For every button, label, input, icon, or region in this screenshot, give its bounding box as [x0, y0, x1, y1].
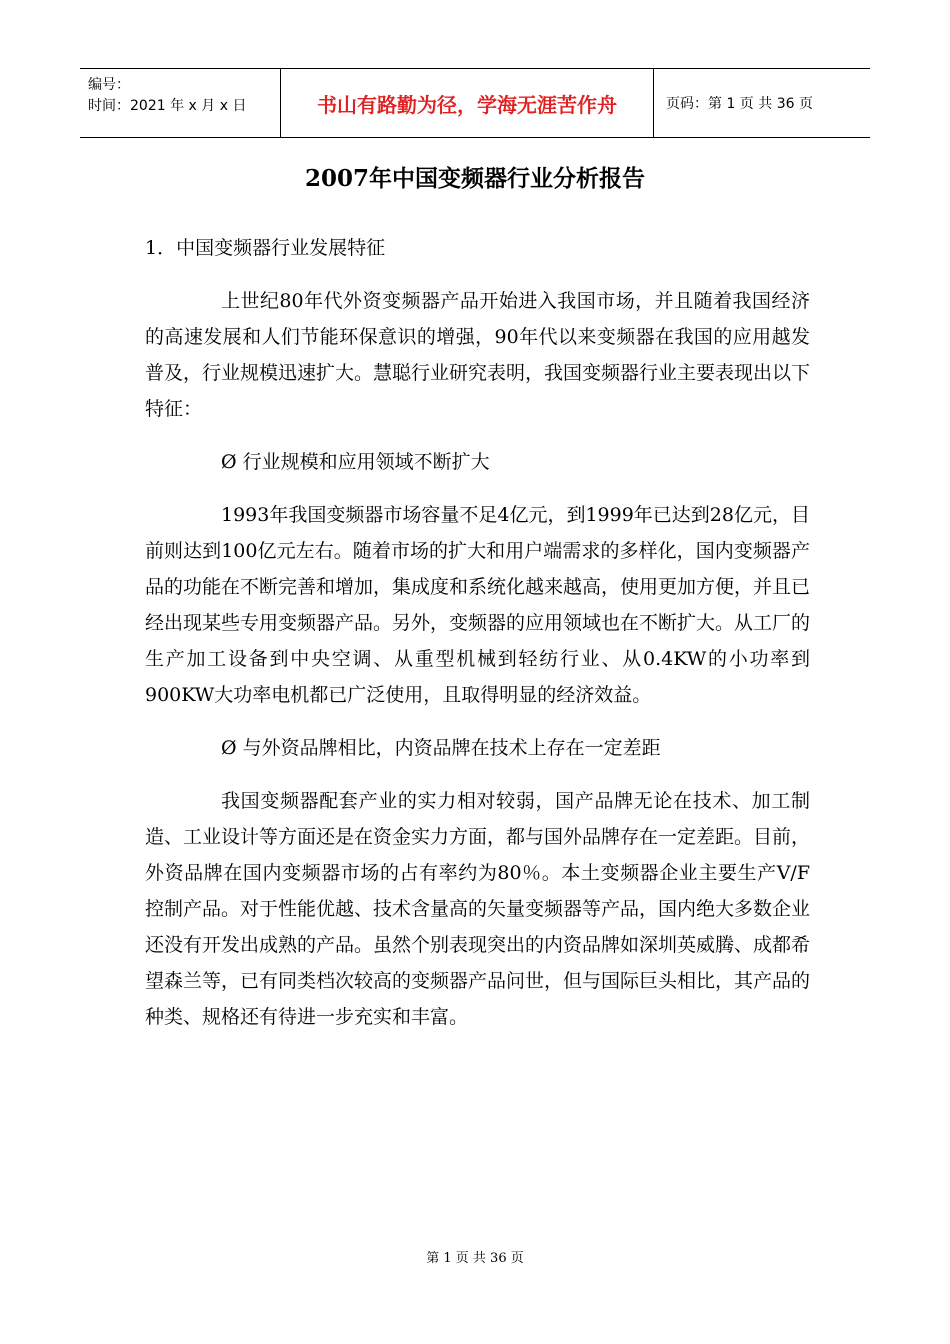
paragraph: 上世纪80年代外资变频器产品开始进入我国市场，并且随着我国经济的高速发展和人们节能环保意识的增强，90年代以来变频器在我国的应用越发普及，行业规模迅速扩大。慧聪行业研究表明，我国变频器行业主要表现出以下特征：: [145, 290, 811, 420]
paragraph: 1993年我国变频器市场容量不足4亿元，到1999年已达到28亿元，目前则达到100亿元左右。随着市场的扩大和用户端需求的多样化，国内变频器产品的功能在不断完善和增加，集成度和系统化越来越高，使用更加方便，并且已经出现某些专用变频器产品。另外，变频器的应用领域也在不断扩大。从工厂的生产加工设备到中央空调、从重型机械到轻纺行业、从0.4KW的小功率到900KW大功率电机都已广泛使用，且取得明显的经济效益。: [145, 504, 811, 706]
header-motto: 书山有路勤为径，学海无涯苦作舟: [317, 92, 617, 117]
document-title: 2007年中国变频器行业分析报告: [304, 165, 645, 192]
page-footer: 第 1 页 共 36 页: [426, 1251, 524, 1266]
number-label: 编号：: [88, 77, 130, 93]
bullet-subheading: Ø 与外资品牌相比，内资品牌在技术上存在一定差距: [221, 737, 661, 759]
header-motto-cell: [280, 69, 654, 137]
paragraph: 我国变频器配套产业的实力相对较弱，国产品牌无论在技术、加工制造、工业设计等方面还是在资金实力方面，都与国外品牌存在一定差距。目前，外资品牌在国内变频器市场的占有率约为80％。本土变频器企业主要生产V/F控制产品。对于性能优越、技术含量高的矢量变频器等产品，国内绝大多数企业还没有开发出成熟的产品。虽然个别表现突出的内资品牌如深圳英威腾、成都希望森兰等，已有同类档次较高的变频器产品问世，但与国际巨头相比，其产品的种类、规格还有待进一步充实和丰富。: [145, 790, 811, 1028]
document-body: [145, 230, 810, 1052]
bullet-subheading: Ø 行业规模和应用领域不断扩大: [221, 451, 490, 473]
page-header: [80, 68, 870, 138]
header-page-info: 页码：第 1 页 共 36 页: [666, 96, 813, 112]
header-meta: [80, 69, 280, 137]
date-label: 时间：2021 年 x 月 x 日: [88, 98, 247, 114]
section-heading: 1．中国变频器行业发展特征: [145, 237, 386, 259]
